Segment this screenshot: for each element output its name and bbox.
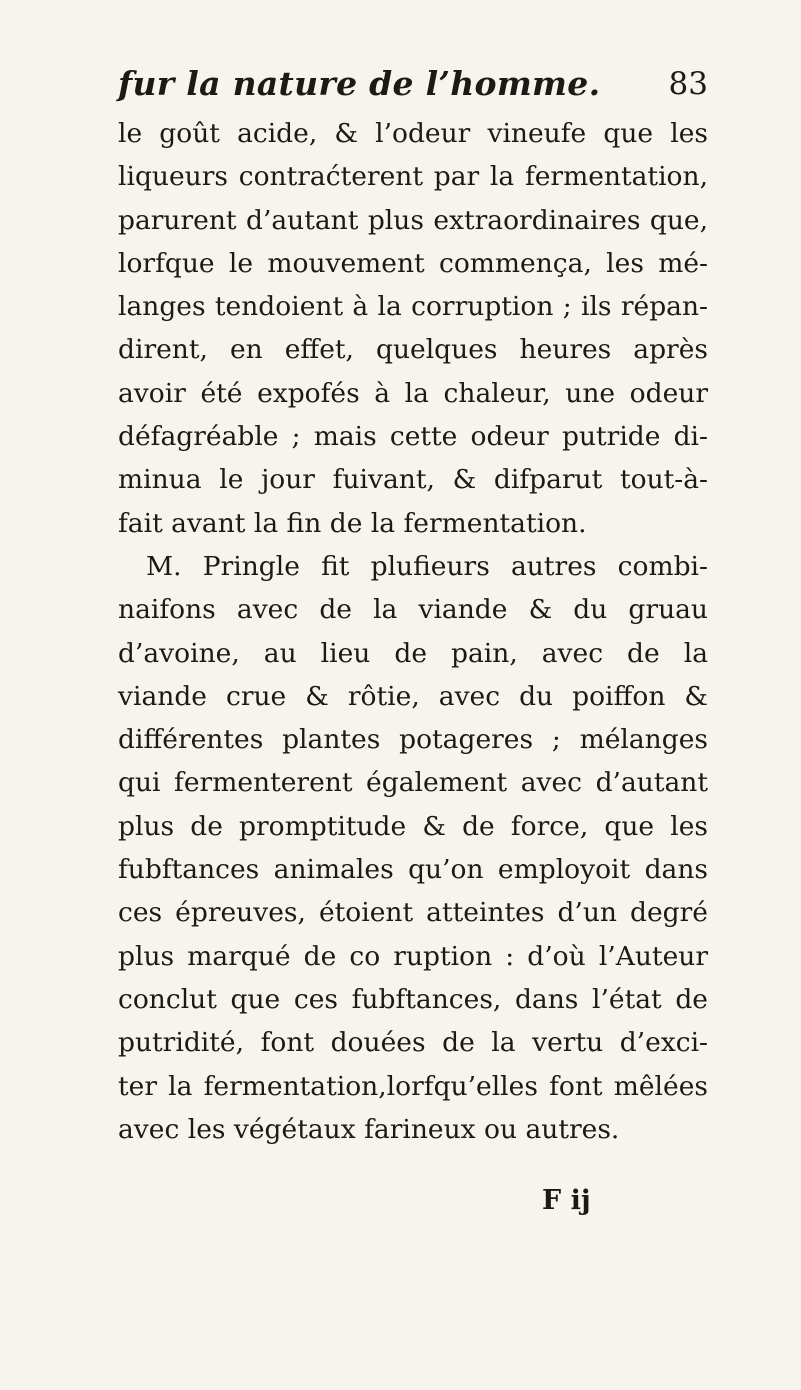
text-line: différentes plantes potageres ; mélanges (118, 724, 708, 756)
text-line: viande crue & rôtie, avec du poiffon & (118, 680, 708, 712)
text-line: qui fermenterent également avec d’autant (118, 767, 708, 799)
signature-mark: F ij (542, 1185, 591, 1216)
text-line: plus de promptitude & de force, que les (118, 810, 708, 842)
text-line: le goût acide, & l’odeur vineufe que les (118, 118, 708, 149)
text-line: langes tendoient à la corruption ; ils répan- (118, 291, 708, 323)
page-number: 83 (668, 66, 708, 102)
body-text (118, 112, 708, 1151)
text-line: avoir été expofés à la chaleur, une odeur (118, 377, 708, 409)
text-line: ces épreuves, étoient atteintes d’un degré (118, 897, 708, 929)
text-line: naifons avec de la viande & du gruau (118, 594, 708, 626)
text-line: fait avant la fin de la fermentation. (118, 507, 587, 539)
text-line: putridité, font douées de la vertu d’exci- (118, 1027, 708, 1059)
text-line: lorfque le mouvement commença, les mé- (118, 247, 708, 279)
text-line: défagréable ; mais cette odeur putride di- (118, 421, 708, 453)
text-line: M. Pringle fit plufieurs autres combi- (146, 550, 708, 582)
text-line: d’avoine, au lieu de pain, avec de la (118, 637, 708, 669)
text-line: plus marqué de co ruption : d’où l’Auteur (118, 940, 708, 972)
text-line: dirent, en effet, quelques heures après (118, 334, 708, 366)
text-line: minua le jour fuivant, & difparut tout-à- (118, 464, 708, 496)
text-line: avec les végétaux farineux ou autres. (118, 1113, 620, 1145)
running-head: fur la nature de l’homme. (118, 64, 601, 103)
text-line: parurent d’autant plus extraordinaires que, (118, 204, 708, 236)
text-line: conclut que ces fubftances, dans l’état de (118, 983, 708, 1015)
text-line: liqueurs contraćterent par la fermentation, (118, 161, 708, 193)
text-line: fubftances animales qu’on employoit dans (118, 854, 708, 886)
text-line: ter la fermentation,lorfqu’elles font mêlées (118, 1070, 708, 1102)
page-header (118, 64, 708, 108)
